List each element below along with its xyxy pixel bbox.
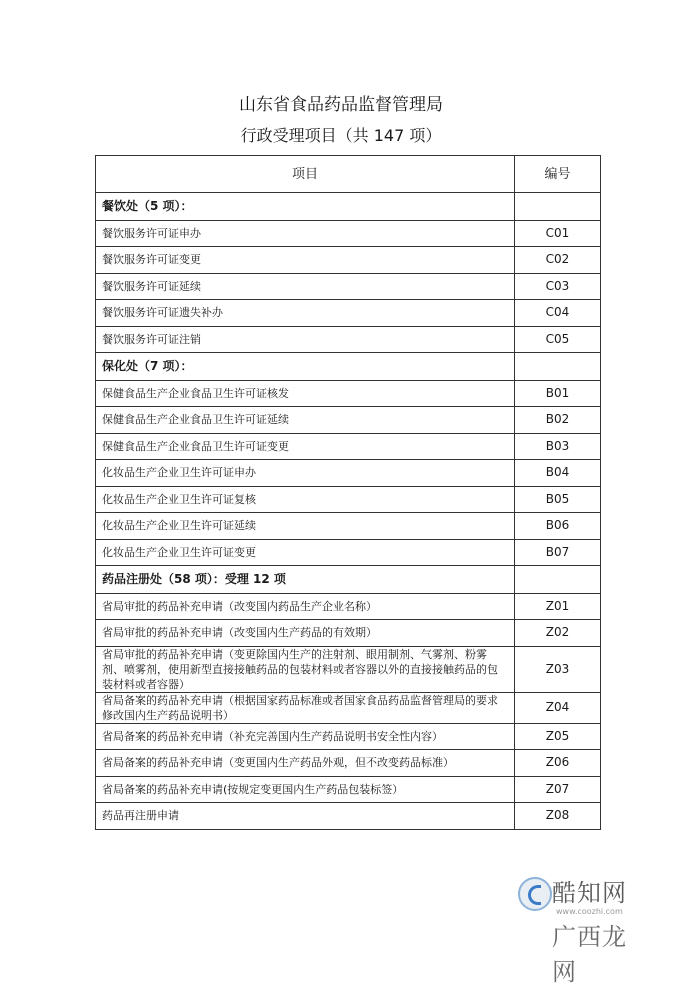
code-cell: B04 (515, 460, 601, 487)
section-title: 餐饮处（5 项）： (96, 193, 515, 221)
table-row (96, 300, 601, 327)
section-header-row (96, 566, 601, 594)
code-cell: Z03 (515, 646, 601, 692)
table-header-row (96, 156, 601, 193)
table-row (96, 692, 601, 723)
table-row (96, 380, 601, 407)
section-code-empty (515, 566, 601, 594)
item-cell: 化妆品生产企业卫生许可证复核 (96, 486, 515, 513)
item-cell: 餐饮服务许可证延续 (96, 273, 515, 300)
watermark (516, 869, 644, 986)
table-row (96, 593, 601, 620)
item-cell: 餐饮服务许可证申办 (96, 220, 515, 247)
section-header-row (96, 353, 601, 381)
section-code-empty (515, 193, 601, 221)
code-cell: C03 (515, 273, 601, 300)
item-cell: 保健食品生产企业食品卫生许可证核发 (96, 380, 515, 407)
code-cell: Z04 (515, 692, 601, 723)
table-row (96, 433, 601, 460)
code-cell: Z02 (515, 620, 601, 647)
item-cell: 省局备案的药品补充申请(按规定变更国内生产药品包装标签） (96, 776, 515, 803)
code-cell: Z05 (515, 723, 601, 750)
section-code-empty (515, 353, 601, 381)
item-cell: 化妆品生产企业卫生许可证变更 (96, 539, 515, 566)
table-row (96, 273, 601, 300)
watermark-brand: 酷知网 (552, 879, 627, 907)
watermark-brand-2: 广西龙网 (552, 923, 627, 986)
column-header-code: 编号 (515, 156, 601, 193)
item-cell: 省局备案的药品补充申请（根据国家药品标准或者国家食品药品监督管理局的要求修改国内生产药品说明书） (96, 692, 515, 723)
item-cell: 餐饮服务许可证遗失补办 (96, 300, 515, 327)
item-cell: 药品再注册申请 (96, 803, 515, 830)
code-cell: C04 (515, 300, 601, 327)
item-cell: 餐饮服务许可证变更 (96, 247, 515, 274)
item-cell: 餐饮服务许可证注销 (96, 326, 515, 353)
code-cell: C02 (515, 247, 601, 274)
table-row (96, 486, 601, 513)
item-cell: 化妆品生产企业卫生许可证申办 (96, 460, 515, 487)
document-title: 山东省食品药品监督管理局 (239, 95, 443, 115)
table-row (96, 803, 601, 830)
code-cell: B06 (515, 513, 601, 540)
item-cell: 省局审批的药品补充申请（改变国内生产药品的有效期） (96, 620, 515, 647)
table-row (96, 326, 601, 353)
code-cell: B02 (515, 407, 601, 434)
table-row (96, 750, 601, 777)
table-row (96, 723, 601, 750)
table-row (96, 407, 601, 434)
table-row (96, 220, 601, 247)
table-row (96, 247, 601, 274)
code-cell: C05 (515, 326, 601, 353)
code-cell: B01 (515, 380, 601, 407)
table-row (96, 460, 601, 487)
items-table (95, 155, 601, 830)
code-cell: Z08 (515, 803, 601, 830)
code-cell: Z07 (515, 776, 601, 803)
table-row (96, 776, 601, 803)
item-cell: 省局审批的药品补充申请（改变国内药品生产企业名称） (96, 593, 515, 620)
table-row (96, 620, 601, 647)
code-cell: C01 (515, 220, 601, 247)
column-header-item: 项目 (96, 156, 515, 193)
code-cell: Z06 (515, 750, 601, 777)
section-title: 保化处（7 项）： (96, 353, 515, 381)
item-cell: 保健食品生产企业食品卫生许可证变更 (96, 433, 515, 460)
code-cell: Z01 (515, 593, 601, 620)
item-cell: 省局审批的药品补充申请（变更除国内生产的注射剂、眼用制剂、气雾剂、粉雾剂、喷雾剂，使用新型直接接触药品的包装材料或者容器以外的直接接触药品的包装材料或者容器） (96, 646, 515, 692)
table-row (96, 539, 601, 566)
item-cell: 保健食品生产企业食品卫生许可证延续 (96, 407, 515, 434)
section-title: 药品注册处（58 项）：受理 12 项 (96, 566, 515, 594)
document-subtitle: 行政受理项目（共 147 项） (240, 126, 442, 145)
coozhi-logo-icon (518, 877, 552, 911)
watermark-url: www.coozhi.com (556, 907, 623, 916)
table-body (96, 193, 601, 830)
item-cell: 省局备案的药品补充申请（变更国内生产药品外观，但不改变药品标准） (96, 750, 515, 777)
code-cell: B07 (515, 539, 601, 566)
table-row (96, 513, 601, 540)
item-cell: 省局备案的药品补充申请（补充完善国内生产药品说明书安全性内容） (96, 723, 515, 750)
code-cell: B05 (515, 486, 601, 513)
section-header-row (96, 193, 601, 221)
item-cell: 化妆品生产企业卫生许可证延续 (96, 513, 515, 540)
code-cell: B03 (515, 433, 601, 460)
table-row (96, 646, 601, 692)
